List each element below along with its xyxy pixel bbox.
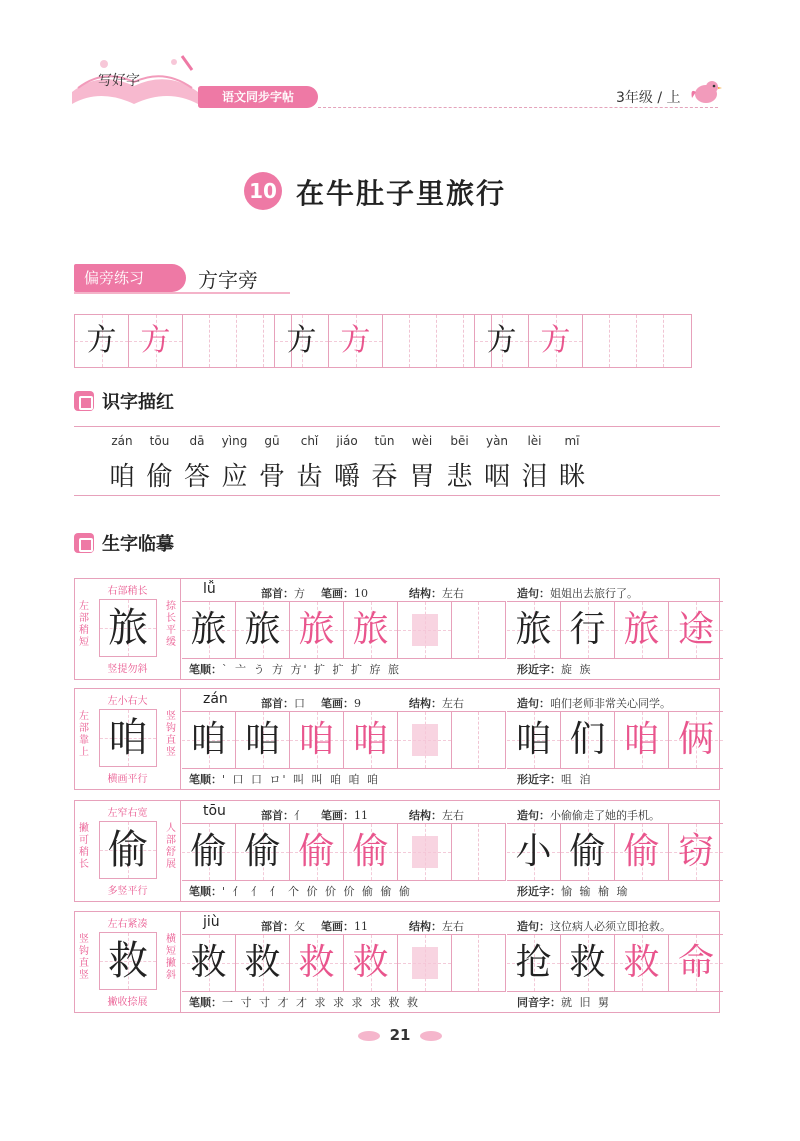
sentence-value: 小偷偷走了她的手机。 xyxy=(550,809,660,822)
reading-char: 胃 xyxy=(408,462,435,492)
model-char xyxy=(99,932,157,990)
radical-name: 方字旁 xyxy=(198,268,258,292)
word-char: 咱 xyxy=(515,719,552,760)
tip-text: 人部舒展 xyxy=(166,823,176,870)
tip-right xyxy=(164,934,178,982)
radical-label: 部首： xyxy=(261,920,294,933)
strokes-meta xyxy=(321,585,368,601)
stroke-order xyxy=(189,661,401,677)
structure-meta xyxy=(409,918,464,934)
word-char: 命 xyxy=(677,942,714,983)
reading-item xyxy=(329,434,365,493)
practice-grid xyxy=(182,823,506,881)
word-char: 救 xyxy=(623,942,660,983)
sentence-meta xyxy=(517,918,671,934)
extra-value: 旋 族 xyxy=(561,663,593,676)
structure-label: 结构： xyxy=(409,587,442,600)
trace-blot xyxy=(412,614,438,646)
sentence-label: 造句： xyxy=(517,697,550,710)
tip-text: 左部靠上 xyxy=(79,711,89,758)
word-grid xyxy=(507,934,723,992)
header-logo-text: 写好字 xyxy=(98,73,140,89)
trace-blot xyxy=(412,947,438,979)
practice-grid xyxy=(182,934,506,992)
model-char-box xyxy=(75,912,181,1012)
structure-meta xyxy=(409,807,464,823)
reading-char: 悲 xyxy=(446,462,473,492)
practice-char: 偷 xyxy=(190,831,227,872)
tip-bottom: 横画平行 xyxy=(107,774,148,785)
tip-bottom: 撇收捺展 xyxy=(107,997,148,1008)
reading-pinyin: bēi xyxy=(450,434,469,448)
radical-meta xyxy=(261,918,305,934)
extra-label: 形近字： xyxy=(517,773,561,786)
reading-char: 吞 xyxy=(371,462,398,492)
stroke-order-label: 笔顺： xyxy=(189,773,222,786)
reading-heading-label: 识字描红 xyxy=(102,392,174,413)
extra-info xyxy=(517,661,593,677)
radical-label: 部首： xyxy=(261,587,294,600)
structure-meta xyxy=(409,585,464,601)
word-char: 偷 xyxy=(569,831,606,872)
structure-value: 左右 xyxy=(442,920,464,933)
reading-pinyin: tōu xyxy=(149,434,170,448)
radical-underline xyxy=(74,292,290,294)
radical-value: 口 xyxy=(294,697,305,710)
tip-top: 左窄右宽 xyxy=(107,808,148,819)
tip-right xyxy=(164,601,178,649)
book-icon xyxy=(74,391,94,411)
stroke-order xyxy=(189,883,412,899)
practice-char: 救 xyxy=(352,942,389,983)
trace-blot xyxy=(412,836,438,868)
structure-value: 左右 xyxy=(442,809,464,822)
page-number: 21 xyxy=(389,1026,411,1044)
word-grid xyxy=(507,601,723,659)
structure-value: 左右 xyxy=(442,587,464,600)
sentence-value: 咱们老师非常关心同学。 xyxy=(550,697,671,710)
stroke-order-value: ' 亻 亻 亻 个 价 价 价 偷 偷 偷 xyxy=(222,885,412,898)
stroke-order xyxy=(189,771,380,787)
tip-text: 左部稍短 xyxy=(79,601,89,648)
radical-value: 方 xyxy=(294,587,305,600)
strokes-value: 9 xyxy=(354,697,361,710)
sentence-label: 造句： xyxy=(517,920,550,933)
trace-blot xyxy=(412,724,438,756)
radical-grid-1 xyxy=(74,314,292,368)
pencil-note-icon xyxy=(74,533,94,553)
lesson-title: 在牛肚子里旅行 xyxy=(296,177,507,210)
extra-value: 咀 洎 xyxy=(561,773,593,786)
reading-heading xyxy=(74,388,174,414)
tip-top: 右部稍长 xyxy=(107,586,148,597)
practice-char: 偷 xyxy=(352,831,389,872)
word-char: 行 xyxy=(569,609,606,650)
tip-bottom: 竖提勿斜 xyxy=(107,664,148,675)
reading-item xyxy=(142,434,178,493)
strokes-label: 笔画： xyxy=(321,920,354,933)
sentence-meta xyxy=(517,807,660,823)
tip-top: 左小右大 xyxy=(107,696,148,707)
reading-pinyin: tūn xyxy=(374,434,395,448)
lesson-number-badge: 10 xyxy=(244,172,282,210)
reading-char: 咱 xyxy=(108,462,135,492)
strokes-label: 笔画： xyxy=(321,587,354,600)
word-char: 旅 xyxy=(623,609,660,650)
header-banner: 语文同步字帖 xyxy=(198,86,318,108)
practice-char: 旅 xyxy=(352,609,389,650)
reading-pinyin: yìng xyxy=(221,434,248,448)
reading-pinyin: mī xyxy=(564,434,580,448)
practice-char: 咱 xyxy=(298,719,335,760)
radical-value: 亻 xyxy=(294,809,305,822)
char-pinyin: lǚ xyxy=(203,581,216,597)
extra-label: 同音字： xyxy=(517,996,561,1009)
word-char: 抢 xyxy=(515,942,552,983)
sentence-meta xyxy=(517,585,638,601)
structure-label: 结构： xyxy=(409,697,442,710)
model-char-box xyxy=(75,801,181,901)
sentence-meta xyxy=(517,695,671,711)
sentence-value: 姐姐出去旅行了。 xyxy=(550,587,638,600)
practice-char: 救 xyxy=(298,942,335,983)
stroke-order-value: 一 寸 寸 才 才 求 求 求 求 救 救 xyxy=(222,996,420,1009)
radical-meta xyxy=(261,807,305,823)
stroke-order-label: 笔顺： xyxy=(189,996,222,1009)
extra-value: 就 旧 舅 xyxy=(561,996,611,1009)
reading-item xyxy=(367,434,403,493)
practice-char: 旅 xyxy=(298,609,335,650)
reading-item xyxy=(517,434,553,493)
reading-char: 眯 xyxy=(558,462,585,492)
stroke-order-label: 笔顺： xyxy=(189,663,222,676)
reading-item xyxy=(104,434,140,493)
strokes-meta xyxy=(321,695,361,711)
reading-item xyxy=(442,434,478,493)
strokes-value: 10 xyxy=(354,587,368,600)
header-divider xyxy=(318,107,718,108)
word-char: 救 xyxy=(569,942,606,983)
reading-item xyxy=(404,434,440,493)
extra-info xyxy=(517,994,611,1010)
tip-left xyxy=(77,823,91,871)
reading-char: 齿 xyxy=(296,462,323,492)
tip-text: 捺长平缓 xyxy=(166,601,176,648)
radical-grid-3 xyxy=(474,314,692,368)
practice-char: 咱 xyxy=(244,719,281,760)
grade-label: 3年级 / 上 xyxy=(616,90,681,106)
model-char-text: 咱 xyxy=(108,715,148,761)
radical-label: 部首： xyxy=(261,809,294,822)
practice-char: 咱 xyxy=(190,719,227,760)
practice-grid xyxy=(182,601,506,659)
reading-pinyin: dā xyxy=(189,434,205,448)
radical-model-char: 方 xyxy=(286,323,317,358)
structure-value: 左右 xyxy=(442,697,464,710)
reading-pinyin: gū xyxy=(264,434,280,448)
word-char: 途 xyxy=(677,609,714,650)
char-pinyin: zán xyxy=(203,691,228,707)
extra-label: 形近字： xyxy=(517,663,561,676)
sentence-label: 造句： xyxy=(517,587,550,600)
reading-char: 骨 xyxy=(258,462,285,492)
reading-pinyin: chǐ xyxy=(300,434,319,448)
reading-item xyxy=(217,434,253,493)
extra-info xyxy=(517,883,630,899)
sentence-label: 造句： xyxy=(517,809,550,822)
reading-pinyin: yàn xyxy=(485,434,509,448)
tip-top: 左右紧凑 xyxy=(107,919,148,930)
extra-label: 形近字： xyxy=(517,885,561,898)
reading-pinyin: lèi xyxy=(527,434,542,448)
strokes-label: 笔画： xyxy=(321,809,354,822)
radical-meta xyxy=(261,585,305,601)
model-char-box xyxy=(75,689,181,789)
radical-meta xyxy=(261,695,305,711)
sentence-value: 这位病人必须立即抢救。 xyxy=(550,920,671,933)
radical-model-char: 方 xyxy=(86,323,117,358)
practice-char: 旅 xyxy=(244,609,281,650)
char-practice-block xyxy=(74,578,720,680)
tip-text: 竖钩直竖 xyxy=(79,934,89,981)
word-char: 小 xyxy=(515,831,552,872)
model-char xyxy=(99,821,157,879)
radical-value: 攵 xyxy=(294,920,305,933)
word-char: 们 xyxy=(569,719,606,760)
stroke-order-value: ' 口 口 ロ' 叫 叫 咱 咱 咱 xyxy=(222,773,381,786)
model-char-text: 偷 xyxy=(108,827,148,873)
word-char: 俩 xyxy=(677,719,714,760)
reading-item xyxy=(554,434,590,493)
reading-char: 咽 xyxy=(483,462,510,492)
tip-text: 撇可稍长 xyxy=(79,823,89,870)
tip-text: 横短撇斜 xyxy=(166,934,176,981)
word-char: 偷 xyxy=(623,831,660,872)
radical-trace-char: 方 xyxy=(340,323,371,358)
structure-meta xyxy=(409,695,464,711)
model-char xyxy=(99,599,157,657)
radical-model-char: 方 xyxy=(486,323,517,358)
extra-info xyxy=(517,771,593,787)
model-char xyxy=(99,709,157,767)
word-grid xyxy=(507,823,723,881)
reading-item xyxy=(179,434,215,493)
stroke-order-value: ` 亠 う 方 方' 扩 扩 扩 斿 旅 xyxy=(222,663,401,676)
reading-char: 嚼 xyxy=(333,462,360,492)
stroke-order-label: 笔顺： xyxy=(189,885,222,898)
strokes-label: 笔画： xyxy=(321,697,354,710)
model-char-text: 救 xyxy=(108,938,148,984)
word-char: 窃 xyxy=(677,831,714,872)
radical-trace-char: 方 xyxy=(140,323,171,358)
stroke-order xyxy=(189,994,420,1010)
radical-grid-2 xyxy=(274,314,492,368)
strokes-meta xyxy=(321,807,368,823)
practice-char: 偷 xyxy=(244,831,281,872)
reading-pinyin: zán xyxy=(111,434,133,448)
model-char-text: 旅 xyxy=(108,605,148,651)
word-char: 旅 xyxy=(515,609,552,650)
reading-item xyxy=(254,434,290,493)
leaf-right-icon xyxy=(420,1031,442,1041)
radical-trace-char: 方 xyxy=(540,323,571,358)
structure-label: 结构： xyxy=(409,920,442,933)
practice-char: 旅 xyxy=(190,609,227,650)
reading-char: 应 xyxy=(221,462,248,492)
extra-value: 愉 输 榆 瑜 xyxy=(561,885,630,898)
practice-char: 救 xyxy=(190,942,227,983)
bird-icon xyxy=(688,74,722,108)
reading-pinyin: jiáo xyxy=(336,434,358,448)
reading-pinyin: wèi xyxy=(411,434,433,448)
reading-item xyxy=(479,434,515,493)
tip-left xyxy=(77,711,91,759)
practice-char: 咱 xyxy=(352,719,389,760)
tip-left xyxy=(77,601,91,649)
tip-left xyxy=(77,934,91,982)
copy-heading xyxy=(74,530,174,556)
practice-char: 偷 xyxy=(298,831,335,872)
reading-char: 偷 xyxy=(146,462,173,492)
tip-right xyxy=(164,711,178,759)
practice-grid xyxy=(182,711,506,769)
word-grid xyxy=(507,711,723,769)
strokes-value: 11 xyxy=(354,809,368,822)
reading-char: 答 xyxy=(183,462,210,492)
practice-char: 救 xyxy=(244,942,281,983)
tip-text: 竖钩直竖 xyxy=(166,711,176,758)
char-pinyin: jiù xyxy=(203,914,220,930)
char-practice-block xyxy=(74,911,720,1013)
char-pinyin: tōu xyxy=(203,803,226,819)
tip-bottom: 多竖平行 xyxy=(107,886,148,897)
structure-label: 结构： xyxy=(409,809,442,822)
strokes-value: 11 xyxy=(354,920,368,933)
strokes-meta xyxy=(321,918,368,934)
reading-item xyxy=(292,434,328,493)
copy-heading-label: 生字临摹 xyxy=(102,534,174,555)
radical-label: 部首： xyxy=(261,697,294,710)
reading-char: 泪 xyxy=(521,462,548,492)
char-practice-block xyxy=(74,688,720,790)
char-practice-block xyxy=(74,800,720,902)
tip-right xyxy=(164,823,178,871)
radical-practice-tag: 偏旁练习 xyxy=(74,264,186,292)
word-char: 咱 xyxy=(623,719,660,760)
model-char-box xyxy=(75,579,181,679)
